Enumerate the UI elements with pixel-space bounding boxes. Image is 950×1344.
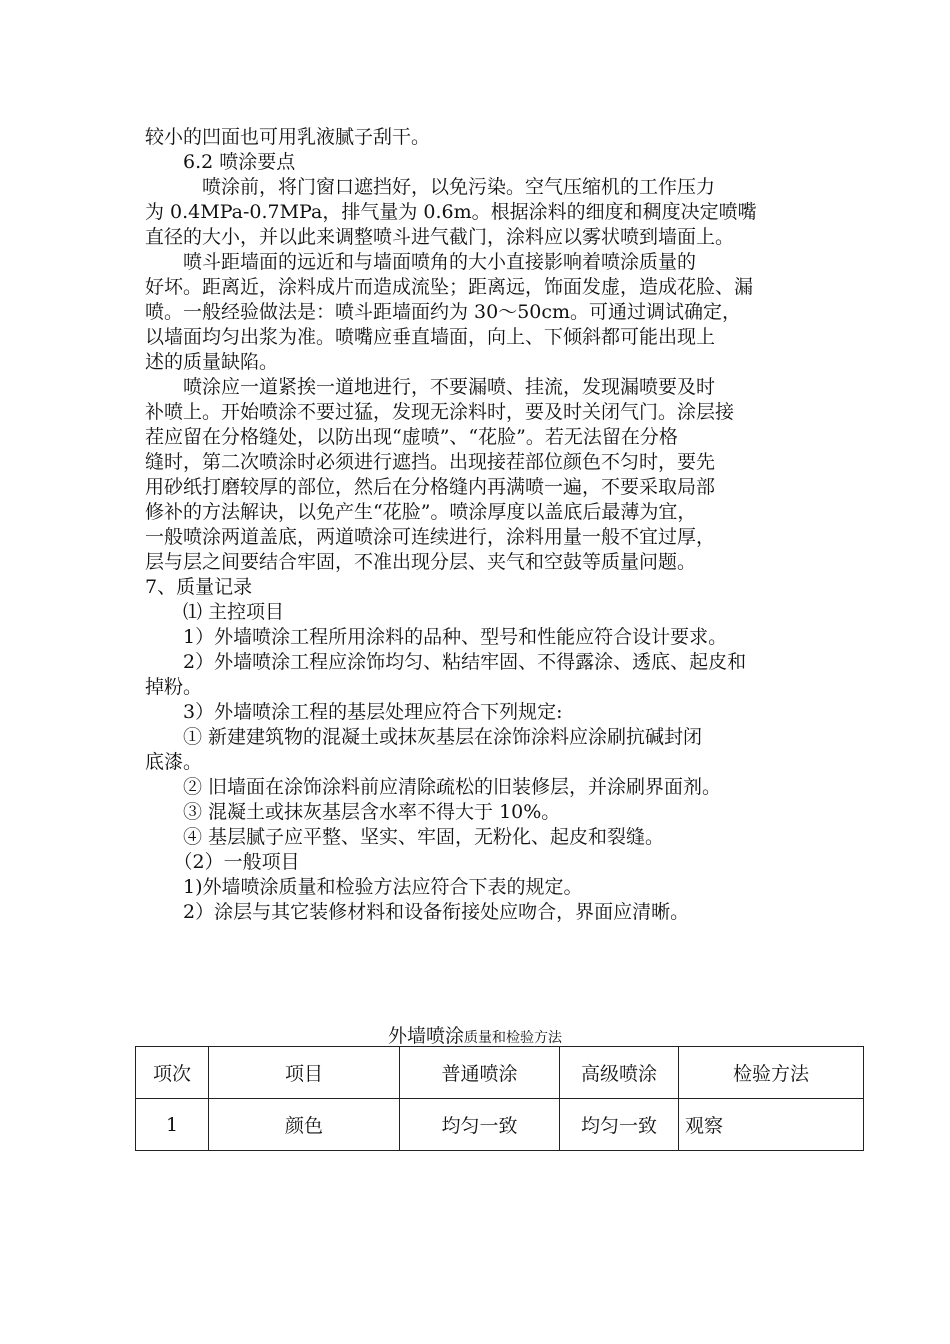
- text-line: ④ 基层腻子应平整、坚实、牢固，无粉化、起皮和裂缝。: [145, 826, 665, 848]
- table-caption-sub: 质量和检验方法: [464, 1030, 562, 1046]
- text-line: 用砂纸打磨较厚的部位，然后在分格缝内再满喷一遍，不要采取局部: [145, 476, 716, 498]
- text-line: 喷斗距墙面的远近和与墙面喷角的大小直接影响着喷涂质量的: [145, 251, 697, 273]
- text-line: 1)外墙喷涂质量和检验方法应符合下表的规定。: [145, 876, 583, 898]
- quality-table: [135, 1046, 864, 1151]
- section-heading: 6.2 喷涂要点: [145, 151, 296, 173]
- table-cell: 1: [136, 1099, 209, 1151]
- text-line: 3）外墙喷涂工程的基层处理应符合下列规定:: [145, 701, 563, 723]
- header-cell: 高级喷涂: [560, 1047, 679, 1099]
- text-line: 好坏。距离近，涂料成片而造成流坠；距离远，饰面发虚，造成花脸、漏: [145, 276, 754, 298]
- subsection-heading: （2）一般项目: [145, 851, 300, 873]
- text-line: 较小的凹面也可用乳液腻子刮干。: [145, 126, 431, 148]
- text-line: 掉粉。: [145, 676, 203, 698]
- table-row: [136, 1099, 864, 1151]
- text-line: 喷。一般经验做法是：喷斗距墙面约为 30～50cm。可通过调试确定，: [145, 301, 742, 323]
- header-cell: 项次: [136, 1047, 209, 1099]
- text-line: ② 旧墙面在涂饰涂料前应清除疏松的旧装修层，并涂刷界面剂。: [145, 776, 722, 798]
- subsection-heading: ⑴ 主控项目: [145, 601, 285, 623]
- text-line: 层与层之间要结合牢固，不准出现分层、夹气和空鼓等质量问题。: [145, 551, 697, 573]
- table-header-row: [136, 1047, 864, 1099]
- text-line: 缝时，第二次喷涂时必须进行遮挡。出现接茬部位颜色不匀时，要先: [145, 451, 716, 473]
- text-line: 2）涂层与其它装修材料和设备衔接处应吻合，界面应清晰。: [145, 901, 690, 923]
- text-line: 喷涂应一道紧挨一道地进行，不要漏喷、挂流，发现漏喷要及时: [145, 376, 716, 398]
- text-line: ① 新建建筑物的混凝土或抹灰基层在涂饰涂料应涂刷抗碱封闭: [145, 726, 703, 748]
- text-line: 1）外墙喷涂工程所用涂料的品种、型号和性能应符合设计要求。: [145, 626, 728, 648]
- text-line: 以墙面均匀出浆为准。喷嘴应垂直墙面，向上、下倾斜都可能出现上: [145, 326, 716, 348]
- header-cell: 项目: [209, 1047, 400, 1099]
- text-line: 为 0.4MPa-0.7MPa，排气量为 0.6m。根据涂料的细度和稠度决定喷嘴: [145, 201, 757, 223]
- text-line: 底漆。: [145, 751, 203, 773]
- text-line: 直径的大小，并以此来调整喷斗进气截门，涂料应以雾状喷到墙面上。: [145, 226, 735, 248]
- text-line: 一般喷涂两道盖底，两道喷涂可连续进行，涂料用量一般不宜过厚，: [145, 526, 716, 548]
- table-caption-main: 外墙喷涂: [387, 1025, 464, 1047]
- table-cell: 均匀一致: [400, 1099, 560, 1151]
- text-line: 2）外墙喷涂工程应涂饰均匀、粘结牢固、不得露涂、透底、起皮和: [145, 651, 747, 673]
- header-cell: 检验方法: [679, 1047, 864, 1099]
- table-caption: [0, 1021, 950, 1048]
- table-cell: 均匀一致: [560, 1099, 679, 1151]
- text-line: 茬应留在分格缝处，以防出现“虚喷”、“花脸”。若无法留在分格: [145, 426, 678, 448]
- text-line: 述的质量缺陷。: [145, 351, 279, 373]
- text-line: 补喷上。开始喷涂不要过猛，发现无涂料时，要及时关闭气门。涂层接: [145, 401, 735, 423]
- table-cell: 颜色: [209, 1099, 400, 1151]
- text-line: 修补的方法解诀，以免产生“花脸”。喷涂厚度以盖底后最薄为宜，: [145, 501, 697, 523]
- section-heading: 7、质量记录: [145, 576, 253, 598]
- text-line: ③ 混凝土或抹灰基层含水率不得大于 10%。: [145, 801, 561, 823]
- header-cell: 普通喷涂: [400, 1047, 560, 1099]
- table-cell: 观察: [679, 1099, 864, 1151]
- text-line: 喷涂前，将门窗口遮挡好，以免污染。空气压缩机的工作压力: [145, 176, 716, 198]
